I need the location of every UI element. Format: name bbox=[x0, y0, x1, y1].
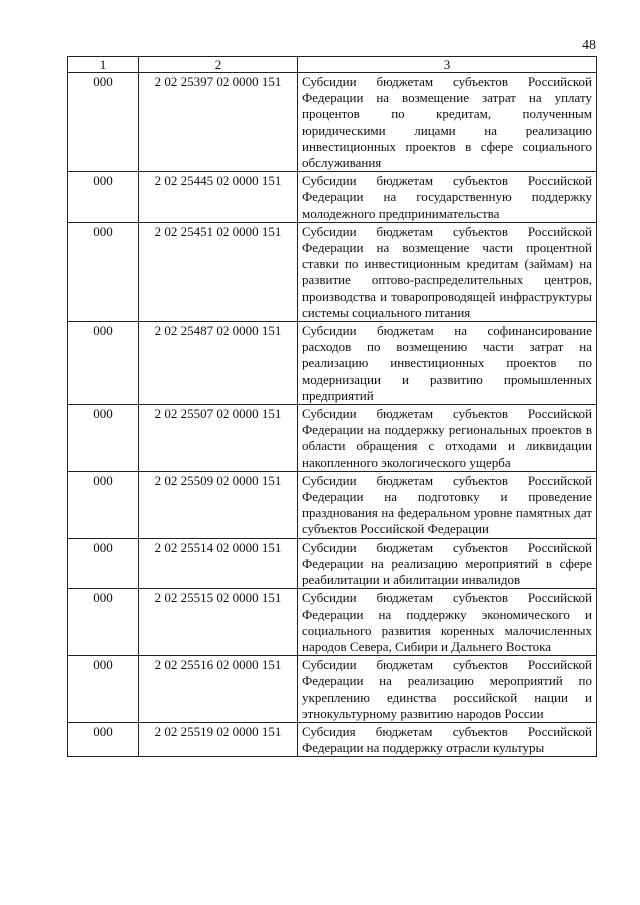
income-name-cell: Субсидии бюджетам субъектов Российской Федерации на возмещение части процентной ставки по инвестиционным кредитам (займам) на развитие оптово-распределительных центров, производства и товаропроводящей инфраструктуры системы социального питания bbox=[298, 222, 597, 321]
table-row bbox=[68, 471, 597, 538]
budget-code-cell: 2 02 25445 02 0000 151 bbox=[139, 172, 298, 223]
income-name-cell: Субсидии бюджетам субъектов Российской Федерации на подготовку и проведение празднования на федеральном уровне памятных дат субъектов Российской Федерации bbox=[298, 471, 597, 538]
page-number: 48 bbox=[582, 38, 596, 53]
column-header-1: 1 bbox=[68, 57, 139, 73]
table-row bbox=[68, 722, 597, 756]
income-name-cell: Субсидии бюджетам субъектов Российской Федерации на поддержку экономического и социального развития коренных малочисленных народов Севера, Сибири и Дальнего Востока bbox=[298, 589, 597, 656]
budget-classification-table bbox=[67, 56, 597, 757]
budget-code-cell: 2 02 25509 02 0000 151 bbox=[139, 471, 298, 538]
table-row bbox=[68, 222, 597, 321]
budget-code-cell: 2 02 25515 02 0000 151 bbox=[139, 589, 298, 656]
column-header-2: 2 bbox=[139, 57, 298, 73]
table-row bbox=[68, 73, 597, 172]
budget-code-cell: 2 02 25516 02 0000 151 bbox=[139, 656, 298, 723]
column-header-3: 3 bbox=[298, 57, 597, 73]
income-name-cell: Субсидии бюджетам субъектов Российской Федерации на возмещение затрат на уплату процентов по кредитам, полученным юридическими лицами на реализацию инвестиционных проектов в сфере социального обслуживания bbox=[298, 73, 597, 172]
income-name-cell: Субсидии бюджетам субъектов Российской Федерации на реализацию мероприятий по укреплению единства российской нации и этнокультурному развитию народов России bbox=[298, 656, 597, 723]
income-name-cell: Субсидии бюджетам на софинансирование расходов по возмещению части затрат на реализацию инвестиционных проектов по модернизации и развитию промышленных предприятий bbox=[298, 322, 597, 405]
budget-code-cell: 2 02 25519 02 0000 151 bbox=[139, 722, 298, 756]
admin-code-cell: 000 bbox=[68, 471, 139, 538]
budget-code-cell: 2 02 25397 02 0000 151 bbox=[139, 73, 298, 172]
table-row bbox=[68, 405, 597, 472]
admin-code-cell: 000 bbox=[68, 222, 139, 321]
budget-code-cell: 2 02 25487 02 0000 151 bbox=[139, 322, 298, 405]
table-row bbox=[68, 322, 597, 405]
budget-code-cell: 2 02 25507 02 0000 151 bbox=[139, 405, 298, 472]
admin-code-cell: 000 bbox=[68, 656, 139, 723]
table-body bbox=[68, 73, 597, 757]
admin-code-cell: 000 bbox=[68, 722, 139, 756]
budget-code-cell: 2 02 25514 02 0000 151 bbox=[139, 538, 298, 589]
table-row bbox=[68, 172, 597, 223]
table-row bbox=[68, 538, 597, 589]
admin-code-cell: 000 bbox=[68, 405, 139, 472]
table-row bbox=[68, 656, 597, 723]
admin-code-cell: 000 bbox=[68, 538, 139, 589]
income-name-cell: Субсидия бюджетам субъектов Российской Федерации на поддержку отрасли культуры bbox=[298, 722, 597, 756]
income-name-cell: Субсидии бюджетам субъектов Российской Федерации на государственную поддержку молодежного предпринимательства bbox=[298, 172, 597, 223]
admin-code-cell: 000 bbox=[68, 589, 139, 656]
budget-code-cell: 2 02 25451 02 0000 151 bbox=[139, 222, 298, 321]
admin-code-cell: 000 bbox=[68, 322, 139, 405]
income-name-cell: Субсидии бюджетам субъектов Российской Федерации на реализацию мероприятий в сфере реабилитации и абилитации инвалидов bbox=[298, 538, 597, 589]
income-name-cell: Субсидии бюджетам субъектов Российской Федерации на поддержку региональных проектов в области обращения с отходами и ликвидации накопленного экологического ущерба bbox=[298, 405, 597, 472]
admin-code-cell: 000 bbox=[68, 73, 139, 172]
table-header-row bbox=[68, 57, 597, 73]
admin-code-cell: 000 bbox=[68, 172, 139, 223]
table-row bbox=[68, 589, 597, 656]
